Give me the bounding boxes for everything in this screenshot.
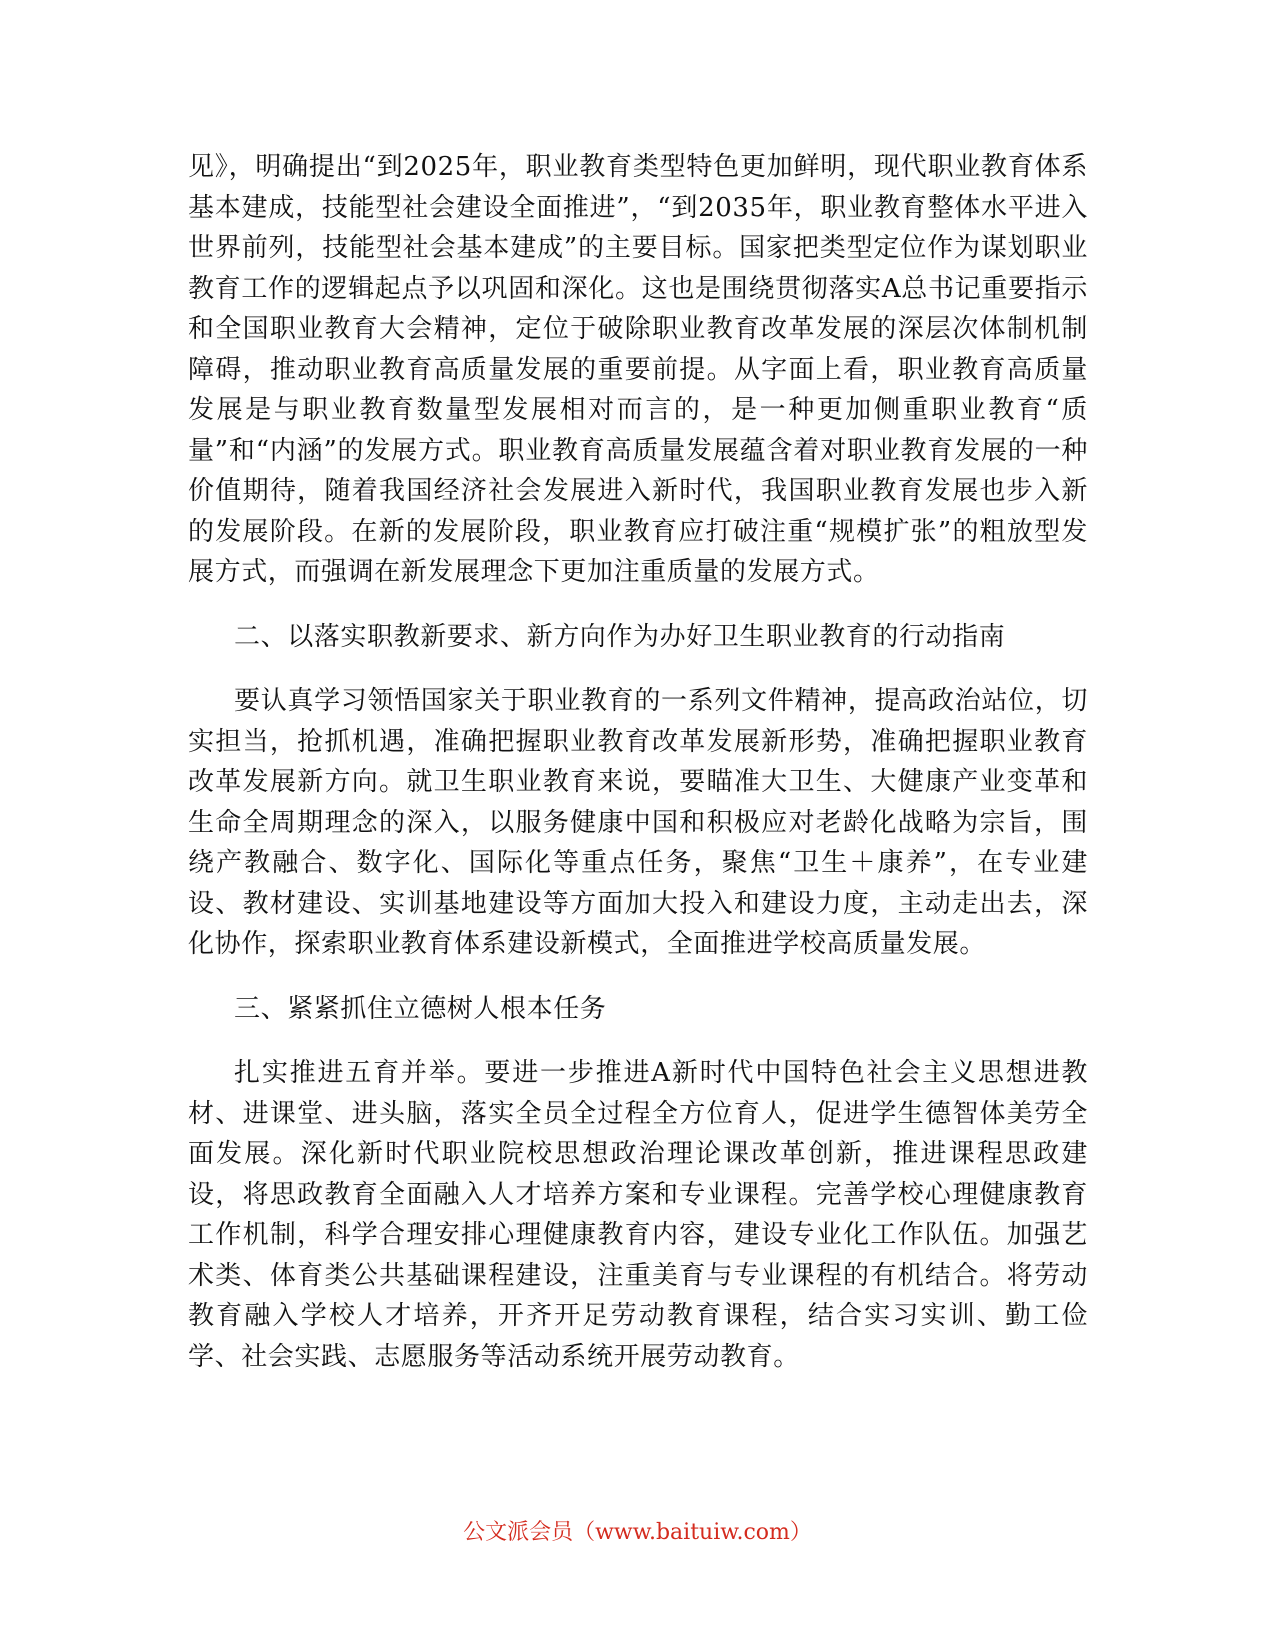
section-heading-2: 二、以落实职教新要求、新方向作为办好卫生职业教育的行动指南	[234, 621, 1006, 652]
section-heading-3: 三、紧紧抓住立德树人根本任务	[234, 993, 607, 1024]
paragraph-spacer	[188, 593, 1088, 617]
paragraph-spacer	[188, 657, 1088, 681]
paragraph-section-3: 扎实推进五育并举。要进一步推进A新时代中国特色社会主义思想进教材、进课堂、进头脑，落实全员全过程全方位育人，促进学生德智体美劳全面发展。深化新时代职业院校思想政治理论课改革创新，推进课程思政建设，将思政教育全面融入人才培养方案和专业课程。完善学校心理健康教育工作机制，科学合理安排心理健康教育内容，建设专业化工作队伍。加强艺术类、体育类公共基础课程建设，注重美育与专业课程的有机结合。将劳动教育融入学校人才培养，开齐开足劳动教育课程，结合实习实训、勤工俭学、社会实践、志愿服务等活动系统开展劳动教育。	[188, 1058, 1088, 1372]
paragraph-continuation: 见》，明确提出“到2025年，职业教育类型特色更加鲜明，现代职业教育体系基本建成，技能型社会建设全面推进”，“到2035年，职业教育整体水平进入世界前列，技能型社会基本建成”的主要目标。国家把类型定位作为谋划职业教育工作的逻辑起点予以巩固和深化。这也是围绕贯彻落实A总书记重要指示和全国职业教育大会精神，定位于破除职业教育改革发展的深层次体制机制障碍，推动职业教育高质量发展的重要前提。从字面上看，职业教育高质量发展是与职业教育数量型发展相对而言的，是一种更加侧重职业教育“质量”和“内涵”的发展方式。职业教育高质量发展蕴含着对职业教育发展的一种价值期待，随着我国经济社会发展进入新时代，我国职业教育发展也步入新的发展阶段。在新的发展阶段，职业教育应打破注重“规模扩张”的粗放型发展方式，而强调在新发展理念下更加注重质量的发展方式。	[188, 152, 1088, 587]
document-body	[188, 147, 1088, 1377]
paragraph-section-2: 要认真学习领悟国家关于职业教育的一系列文件精神，提高政治站位，切实担当，抢抓机遇，准确把握职业教育改革发展新形势，准确把握职业教育改革发展新方向。就卫生职业教育来说，要瞄准大卫生、大健康产业变革和生命全周期理念的深入，以服务健康中国和积极应对老龄化战略为宗旨，围绕产教融合、数字化、国际化等重点任务，聚焦“卫生＋康养”，在专业建设、教材建设、实训基地建设等方面加大投入和建设力度，主动走出去，深化协作，探索职业教育体系建设新模式，全面推进学校高质量发展。	[188, 686, 1088, 959]
footer-watermark-link[interactable]: 公文派会员（www.baituiw.com）	[463, 1520, 812, 1545]
paragraph-spacer	[188, 1029, 1088, 1053]
paragraph-spacer	[188, 965, 1088, 989]
